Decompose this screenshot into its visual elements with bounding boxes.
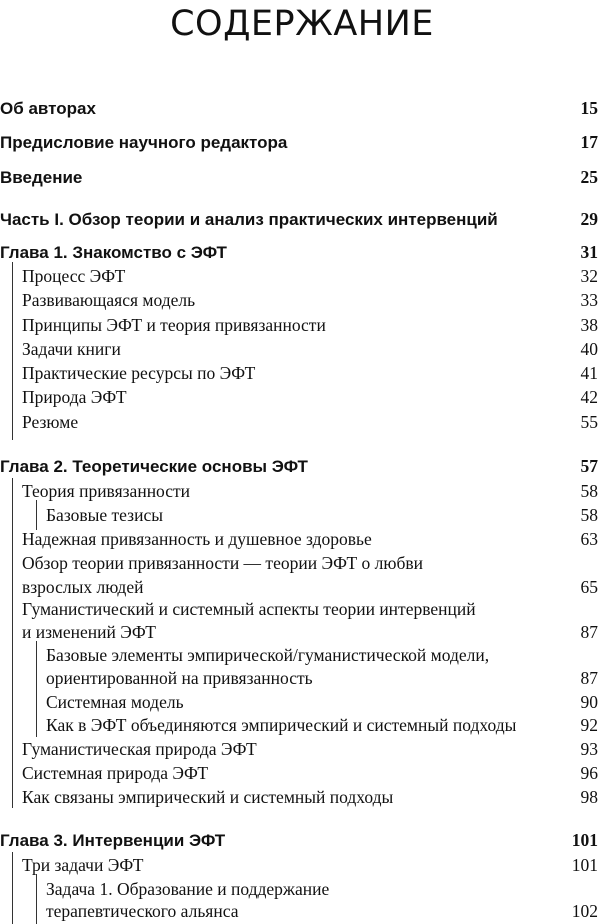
toc-entry-page: 31 [580,242,598,262]
toc-entry-title: Глава 1. Знакомство с ЭФТ [0,243,227,262]
toc-entry-title: Резюме [22,412,79,432]
toc-entry-page: 33 [580,290,598,310]
toc-entry-title-cont: терапевтического альянса [46,901,239,921]
toc-entry-title: Часть I. Обзор теории и анализ практических интервенций [0,210,498,229]
toc-entry-page: 17 [580,132,598,152]
toc-entry[interactable] [0,692,604,713]
toc-entry-page: 87 [580,668,598,688]
toc-entry-title: Гуманистическая природа ЭФТ [22,739,257,759]
toc-part[interactable] [0,209,604,230]
toc-entry[interactable] [0,622,604,643]
toc-chapter[interactable] [0,830,604,851]
toc-entry-page: 65 [580,577,598,597]
toc-entry-page: 55 [580,412,598,432]
toc-entry[interactable] [0,505,604,526]
toc-entry-page: 90 [580,692,598,712]
toc-entry-page: 58 [580,481,598,501]
page-title: СОДЕРЖАНИЕ [170,4,434,44]
toc-entry[interactable] [0,739,604,760]
toc-entry-title[interactable]: Гуманистический и системный аспекты теории интервенций [22,599,476,619]
toc-entry-page: 102 [571,901,598,921]
toc-entry-title: Теория привязанности [22,481,191,501]
toc-entry[interactable] [0,577,604,598]
toc-entry-title: Природа ЭФТ [22,387,127,407]
toc-entry[interactable] [0,387,604,408]
toc-entry-title: Надежная привязанность и душевное здоровье [22,529,372,549]
toc-entry[interactable] [0,167,604,188]
toc-entry-title: Задачи книги [22,339,121,359]
toc-entry-title: Системная модель [46,692,184,712]
toc-entry-page: 15 [580,98,598,118]
toc-entry[interactable] [0,412,604,433]
toc-entry[interactable] [0,529,604,550]
toc-entry-page: 101 [571,830,598,850]
toc-entry-page: 57 [580,456,598,476]
toc-entry-title[interactable]: Базовые элементы эмпирической/гуманистической модели, [46,645,490,665]
toc-entry[interactable] [0,132,604,153]
toc-entry-title: Базовые тезисы [46,505,163,525]
toc-entry-page: 63 [580,529,598,549]
toc-entry-page: 92 [580,715,598,735]
toc-entry[interactable] [0,315,604,336]
toc-entry[interactable] [0,290,604,311]
toc-entry-title: Системная природа ЭФТ [22,763,209,783]
toc-entry-title: Процесс ЭФТ [22,266,126,286]
toc-entry-title: Об авторах [0,99,96,118]
toc-entry-title: Предисловие научного редактора [0,133,288,152]
toc-entry[interactable] [0,266,604,287]
toc-entry-page: 42 [580,387,598,407]
toc-chapter[interactable] [0,242,604,263]
toc-entry[interactable] [0,855,604,876]
toc-entry-page: 32 [580,266,598,286]
toc-entry-page: 87 [580,622,598,642]
toc-entry[interactable] [0,668,604,689]
toc-entry-page: 38 [580,315,598,335]
toc-entry-title: Как в ЭФТ объединяются эмпирический и системный подходы [46,715,517,735]
toc-entry-title: Введение [0,168,83,187]
toc-entry-title: Глава 2. Теоретические основы ЭФТ [0,457,308,476]
toc-entry-title: Развивающаяся модель [22,290,196,310]
toc-entry-title[interactable]: Задача 1. Образование и поддержание [46,879,330,899]
toc-entry-title: Как связаны эмпирический и системный подходы [22,787,394,807]
toc-entry-title-cont: ориентированной на привязанность [46,668,313,688]
toc-entry[interactable] [0,339,604,360]
toc-entry-title-cont: и изменений ЭФТ [22,622,156,642]
toc-chapter[interactable] [0,456,604,477]
toc-entry-title-cont: взрослых людей [22,577,144,597]
toc-entry-page: 101 [571,855,598,875]
toc-entry[interactable] [0,481,604,502]
toc-entry-page: 93 [580,739,598,759]
toc-entry-title: Практические ресурсы по ЭФТ [22,363,256,383]
toc-entry[interactable] [0,715,604,736]
toc-entry[interactable] [0,363,604,384]
toc-entry-title: Три задачи ЭФТ [22,855,144,875]
toc-entry-page: 98 [580,787,598,807]
toc-entry-page: 25 [580,167,598,187]
toc-entry[interactable] [0,787,604,808]
toc-entry-page: 40 [580,339,598,359]
toc-entry-page: 58 [580,505,598,525]
toc-entry[interactable] [0,901,604,922]
toc-entry-title[interactable]: Обзор теории привязанности — теории ЭФТ о любви [22,553,424,573]
toc-entry-title: Принципы ЭФТ и теория привязанности [22,315,326,335]
toc-entry[interactable] [0,763,604,784]
toc-entry-title: Глава 3. Интервенции ЭФТ [0,831,226,850]
toc-entry-page: 29 [580,209,598,229]
toc-entry-page: 41 [580,363,598,383]
toc-entry[interactable] [0,98,604,119]
toc-entry-page: 96 [580,763,598,783]
